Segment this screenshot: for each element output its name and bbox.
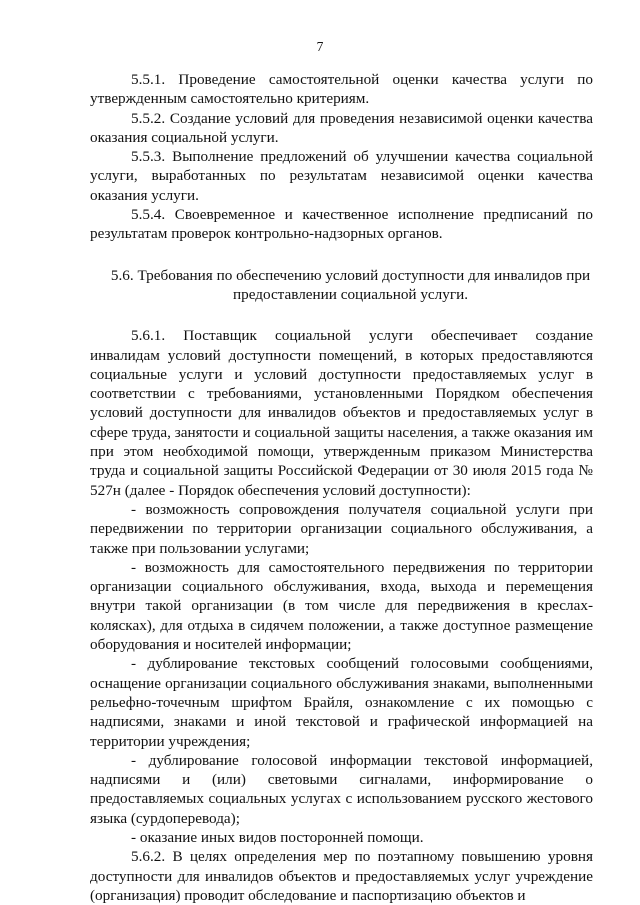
document-body	[90, 70, 593, 905]
page-number: 7	[316, 39, 324, 54]
paragraph-5-6-2: 5.6.2. В целях определения мер по поэтапному повышению уровня доступности для инвалидов объектов и предоставляемых услуг учреждение (организация) проводит обследование и паспортизацию объектов и	[90, 848, 593, 904]
list-item-voice-duplication: - дублирование текстовых сообщений голосовыми сообщениями, оснащение организации социального обслуживания знаками, выполненными рельефно-точечным шрифтом Брайля, ознакомление с их помощью с надписями, знаками и иной текстовой и графической информацией на территории учреждения;	[90, 655, 593, 750]
paragraph-5-5-2: 5.5.2. Создание условий для проведения независимой оценки качества оказания социальной услуги.	[90, 109, 593, 146]
list-item-escort: - возможность сопровождения получателя социальной услуги при передвижении по территории организации социального обслуживания, а также при пользовании услугами;	[90, 500, 593, 557]
list-item-self-movement: - возможность для самостоятельного передвижения по территории организации социального обслуживания, входа, выхода и перемещения внутри такой организации (в том числе для передвижения в креслах-колясках), для отдыха в сидячем положении, а также доступное размещение оборудования и носителей информации;	[90, 558, 593, 654]
section-heading-5-6: 5.6. Требования по обеспечению условий доступности для инвалидов при предоставлении социальной услуги.	[110, 266, 591, 303]
list-item-other-help: - оказание иных видов посторонней помощи.	[131, 828, 424, 846]
paragraph-5-6-1: 5.6.1. Поставщик социальной услуги обеспечивает создание инвалидам условий доступности помещений, в которых предоставляются социальные услуги и условий доступности предоставляемых услуг в соответствии с требованиями, установленными Порядком обеспечения условий доступности для инвалидов объектов и предоставляемых услуг в сфере труда, занятости и социальной защиты населения, а также оказания им при этом необходимой помощи, утвержденным приказом Министерства труда и социальной защиты Российской Федерации от 30 июля 2015 года № 527н (далее - Порядок обеспечения условий доступности):	[90, 327, 593, 499]
paragraph-5-5-3: 5.5.3. Выполнение предложений об улучшении качества социальной услуги, выработанных по результатам независимой оценки качества оказания услуги.	[90, 148, 593, 204]
list-item-text-duplication: - дублирование голосовой информации текстовой информацией, надписями и (или) световыми сигналами, информирование о предоставляемых социальных услугах с использованием русского жестового языка (сурдоперевода);	[90, 751, 593, 827]
paragraph-5-5-4: 5.5.4. Своевременное и качественное исполнение предписаний по результатам проверок контрольно-надзорных органов.	[90, 206, 593, 243]
paragraph-5-5-1: 5.5.1. Проведение самостоятельной оценки качества услуги по утвержденным самостоятельно критериям.	[90, 71, 593, 108]
